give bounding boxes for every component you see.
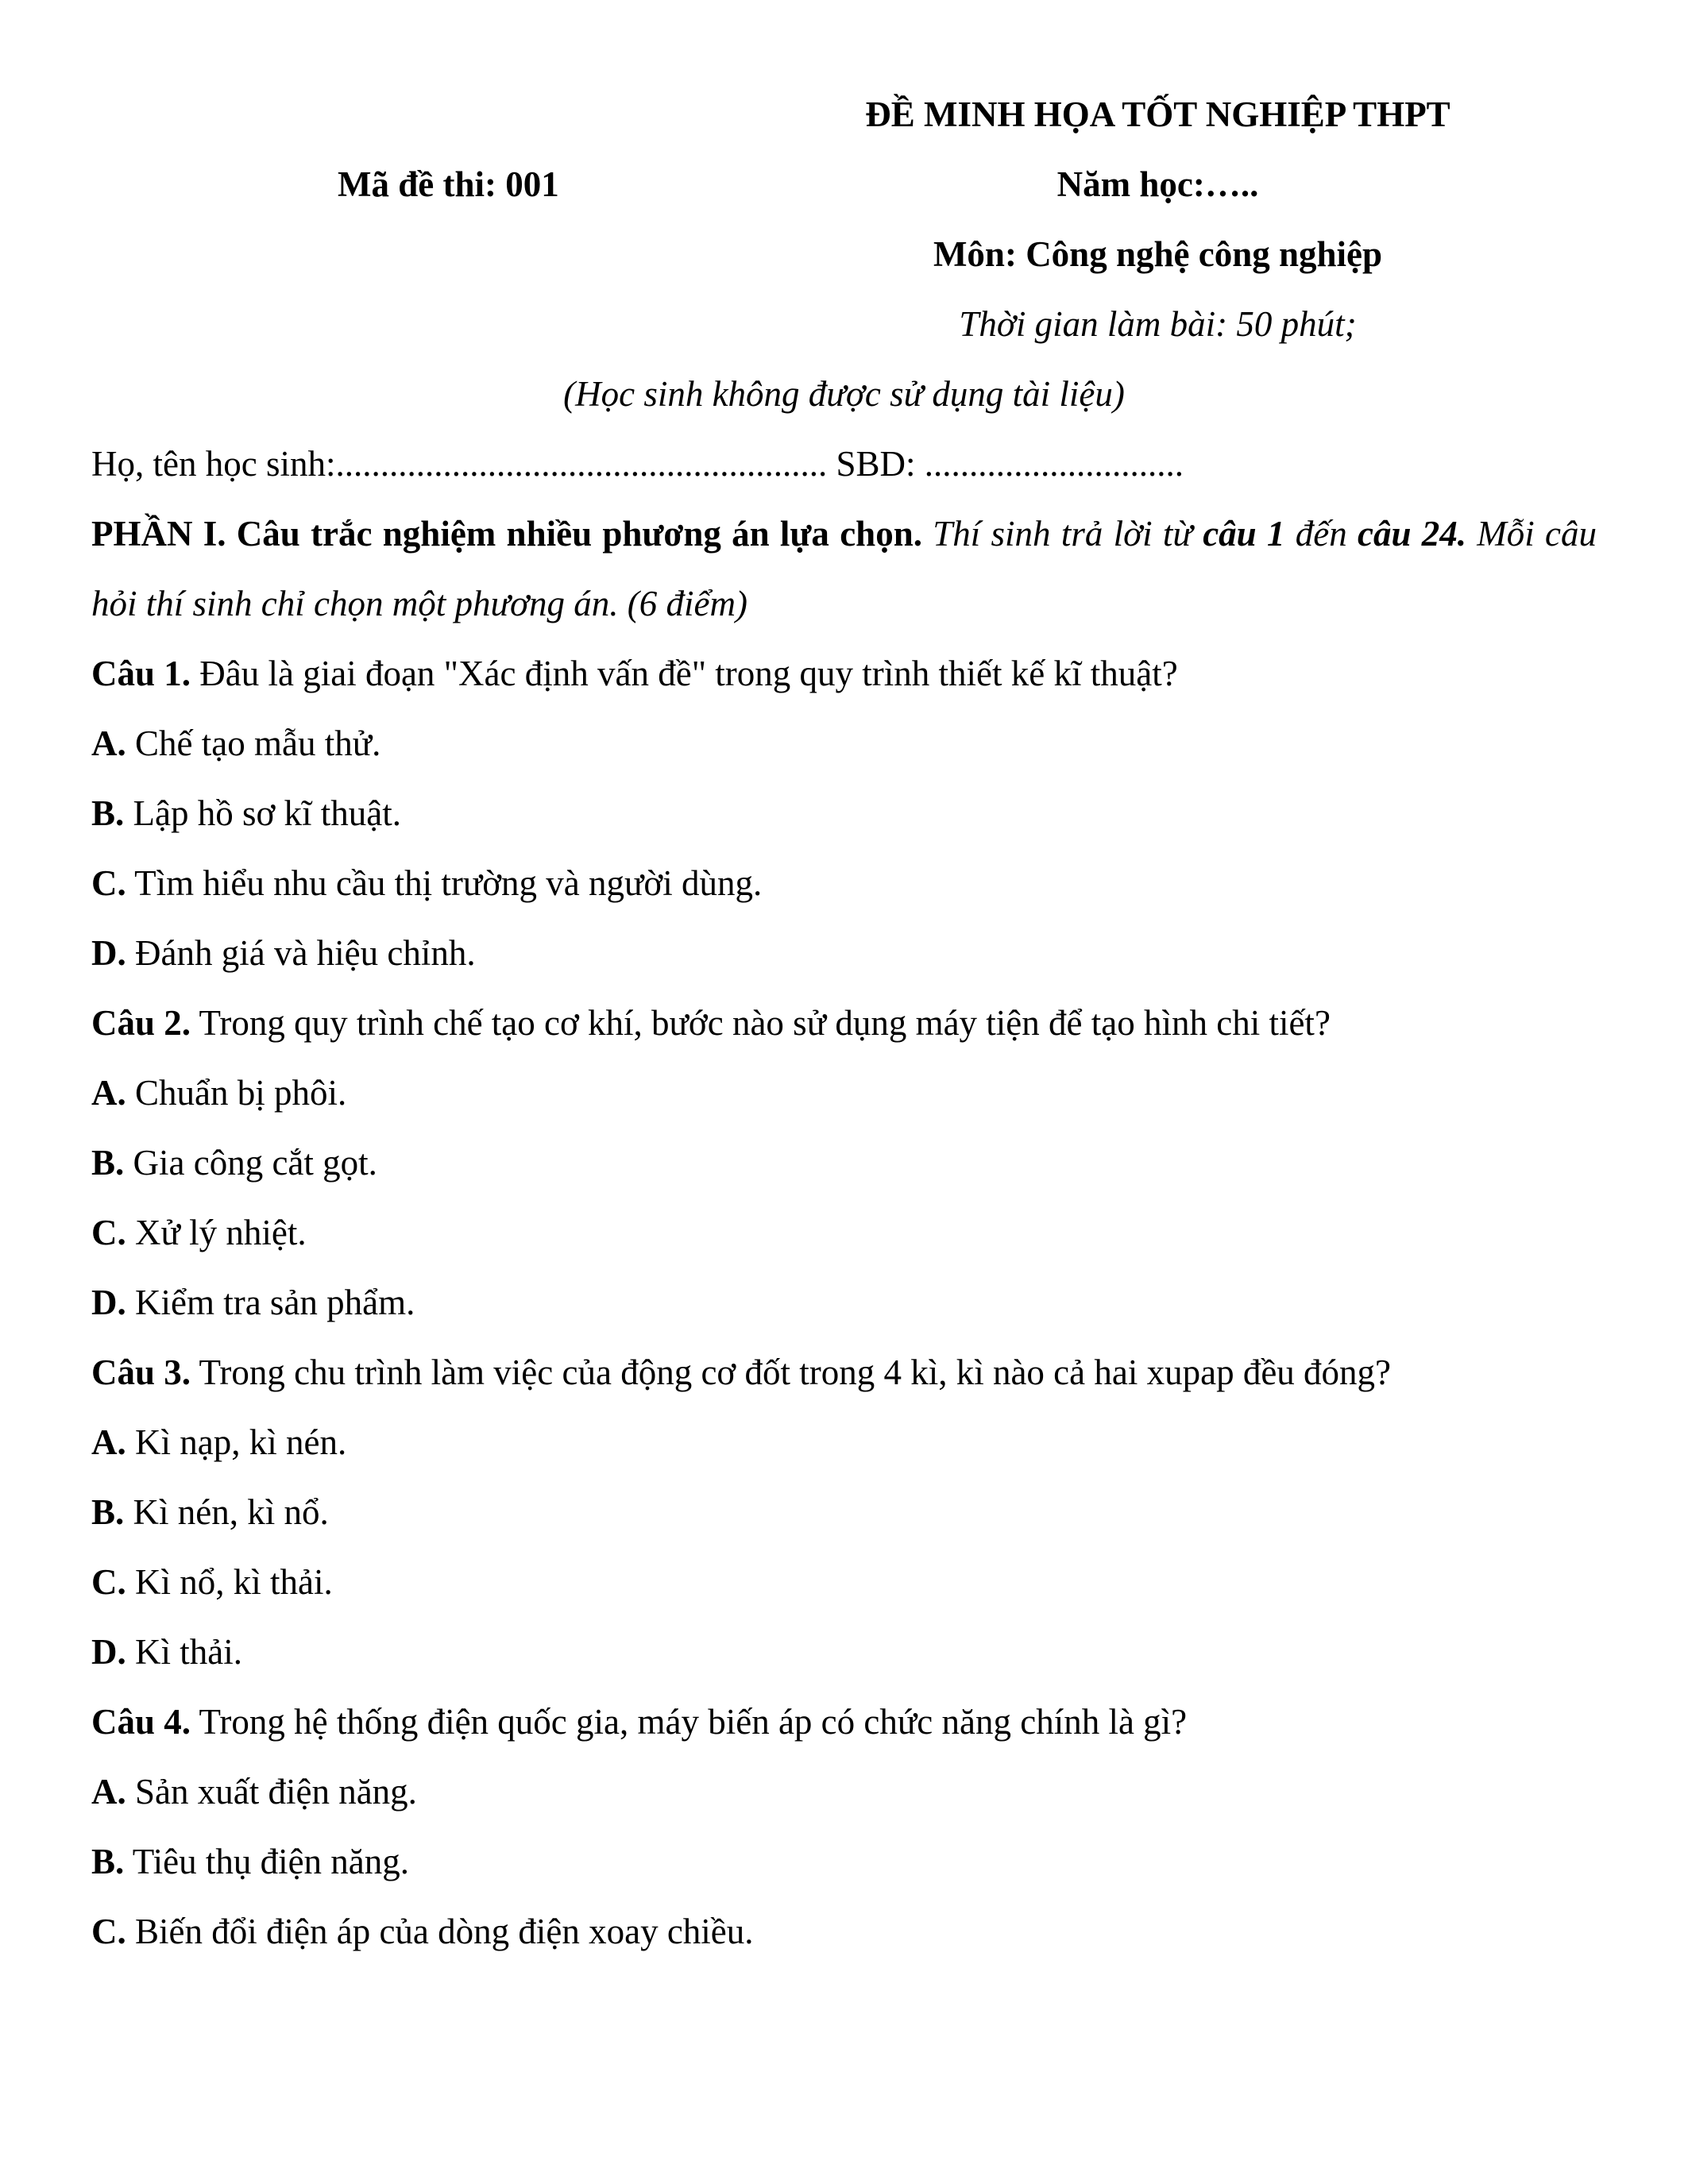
option-label: C. [91,1912,126,1951]
question-text: Trong quy trình chế tạo cơ khí, bước nào sử dụng máy tiện để tạo hình chi tiết? [191,1003,1331,1043]
option-label: D. [91,1632,126,1672]
section-intro-italic-2: đến [1284,514,1358,554]
option-text: Kì nạp, kì nén. [126,1422,347,1462]
school-year-label: Năm học:….. [1056,164,1259,204]
option-text: Kiểm tra sản phẩm. [126,1283,415,1322]
option-label: B. [91,1143,125,1183]
question-label: Câu 4. [91,1702,191,1742]
no-materials-note: (Học sinh không được sử dụng tài liệu) [563,374,1125,414]
question-text: Trong hệ thống điện quốc gia, máy biến áp có chức năng chính là gì? [191,1702,1188,1742]
option-label: C. [91,1213,126,1252]
question-label: Câu 2. [91,1003,191,1043]
option-row [91,1128,1597,1198]
option-row [91,1268,1597,1337]
exam-title: ĐỀ MINH HỌA TỐT NGHIỆP THPT [865,95,1450,134]
option-label: B. [91,1492,125,1532]
subject-label: Môn: Công nghệ công nghiệp [933,234,1383,274]
section-heading-bold: PHẦN I. Câu trắc nghiệm nhiều phương án lựa chọn. [91,514,922,554]
option-text: Xử lý nhiệt. [126,1213,307,1252]
option-label: D. [91,933,126,973]
option-label: D. [91,1283,126,1322]
question-label: Câu 1. [91,654,191,693]
option-text: Chuẩn bị phôi. [126,1073,347,1113]
option-text: Kì nổ, kì thải. [126,1562,333,1602]
option-row [91,1827,1597,1897]
option-row [91,1477,1597,1547]
section-intro-italic-3: Mỗi câu hỏi thí sinh chỉ chọn một phương án. (6 điểm) [91,514,1597,623]
duration-label: Thời gian làm bài: 50 phút; [959,304,1357,344]
question-text: Đâu là giai đoạn "Xác định vấn đề" trong quy trình thiết kế kĩ thuật? [191,654,1178,693]
question-text: Trong chu trình làm việc của động cơ đốt trong 4 kì, kì nào cả hai xupap đều đóng? [191,1352,1392,1392]
option-row [91,848,1597,918]
option-text: Kì thải. [126,1632,242,1672]
option-row [91,708,1597,778]
section-intro-italic-1: Thí sinh trả lời từ [921,514,1203,554]
option-label: B. [91,1842,125,1881]
option-label: A. [91,1422,126,1462]
option-label: A. [91,1073,126,1113]
option-row [91,1198,1597,1268]
question-label: Câu 3. [91,1352,191,1392]
question-paragraph [91,1337,1597,1407]
option-row [91,1058,1597,1128]
option-text: Gia công cắt gọt. [124,1143,377,1183]
option-label: B. [91,793,125,833]
section-intro-bold-2: câu 24. [1357,514,1466,554]
question-paragraph [91,639,1597,708]
header-right-block [719,79,1597,359]
section-heading [91,499,1597,639]
option-row [91,1757,1597,1827]
option-text: Sản xuất điện năng. [126,1772,417,1812]
option-row [91,1407,1597,1477]
option-row [91,918,1597,988]
option-text: Đánh giá và hiệu chỉnh. [126,933,476,973]
option-label: A. [91,1772,126,1812]
exam-header [91,79,1597,359]
option-label: A. [91,723,126,763]
student-name-line: Họ, tên học sinh:....................................................... SBD: ............................. [91,444,1184,484]
option-row [91,1897,1597,1966]
option-text: Chế tạo mẫu thử. [126,723,381,763]
option-text: Lập hồ sơ kĩ thuật. [124,793,402,833]
option-text: Tìm hiểu nhu cầu thị trường và người dùng. [126,863,763,903]
option-label: C. [91,863,126,903]
option-label: C. [91,1562,126,1602]
option-text: Tiêu thụ điện năng. [124,1842,410,1881]
option-text: Biến đổi điện áp của dòng điện xoay chiều. [126,1912,754,1951]
section-intro-bold-1: câu 1 [1203,514,1285,554]
option-text: Kì nén, kì nổ. [124,1492,329,1532]
option-row [91,1617,1597,1687]
exam-code: Mã đề thi: 001 [338,164,559,204]
question-paragraph [91,1687,1597,1757]
question-paragraph [91,988,1597,1058]
option-row [91,1547,1597,1617]
option-row [91,778,1597,848]
